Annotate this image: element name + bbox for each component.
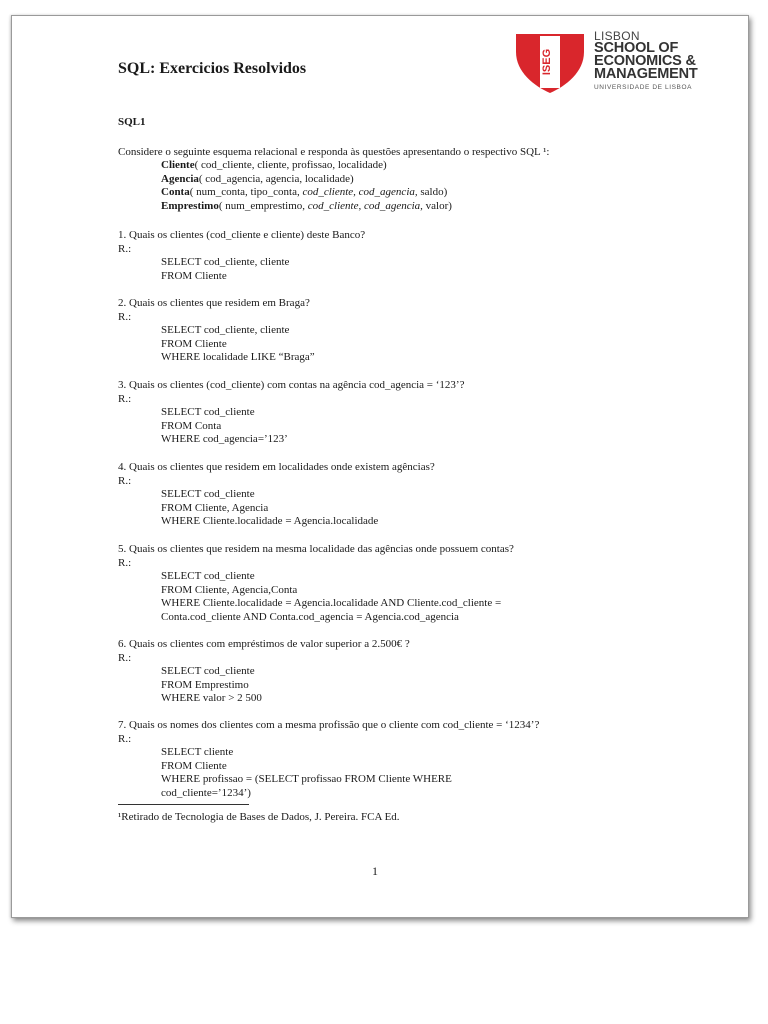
sql-answer-4 [161,488,378,529]
sql-line: FROM Emprestimo [161,678,249,691]
logo-line-economics: ECONOMICS & [594,53,696,69]
sql-line: SELECT cod_cliente, cliente [161,256,290,268]
sql-line: SELECT cod_cliente [161,488,255,500]
sql-line: SELECT cliente [161,746,234,758]
page-number: 1 [372,864,378,878]
logo-line-lisbon: LISBON [594,29,640,43]
schema-emprestimo: Emprestimo( num_emprestimo, cod_cliente, cod_agencia, valor) [161,199,452,212]
page-title: SQL: Exercicios Resolvidos [118,60,307,77]
shield-text: ISEG [541,48,553,76]
iseg-logo [514,30,729,100]
question-text: 4. Quais os clientes que residem em localidades onde existem agências? [118,461,435,473]
sql-answer-1 [161,256,289,283]
question-text: 2. Quais os clientes que residem em Braga? [118,297,310,309]
sql-line: FROM Cliente [161,269,227,282]
answer-label: R.: [118,242,132,255]
schema-block [161,159,452,213]
logo-line-university: UNIVERSIDADE DE LISBOA [594,84,693,91]
footnote-separator [118,804,249,805]
sql-line: WHERE valor > 2 500 [161,692,262,705]
sql-line: WHERE Cliente.localidade = Agencia.localidade AND Cliente.cod_cliente = [161,597,502,610]
sql-line: Conta.cod_cliente AND Conta.cod_agencia = Agencia.cod_agencia [161,610,459,623]
sql-line: WHERE Cliente.localidade = Agencia.localidade [161,515,379,528]
sql-line: FROM Cliente [161,337,227,350]
schema-conta: Conta( num_conta, tipo_conta, cod_cliente, cod_agencia, saldo) [161,186,448,199]
answer-label: R.: [118,392,132,405]
question-6 [118,638,410,665]
sql-answer-6 [161,665,262,706]
question-text: 5. Quais os clientes que residem na mesma localidade das agências onde possuem contas? [118,543,514,555]
sql-line: WHERE localidade LIKE “Braga” [161,351,315,364]
question-text: 3. Quais os clientes (cod_cliente) com contas na agência cod_agencia = ‘123’? [118,379,465,391]
logo-wordmark [594,30,698,91]
document-page [11,15,749,918]
intro-text: Considere o seguinte esquema relacional e responda às questões apresentando o respectivo SQL ¹: [118,146,550,158]
sql-answer-5 [161,570,501,624]
answer-label: R.: [118,310,132,323]
sql-answer-3 [161,406,288,447]
sql-line: FROM Conta [161,419,222,432]
footnote: ¹Retirado de Tecnologia de Bases de Dados, J. Pereira. FCA Ed. [118,811,400,823]
logo-line-school: SCHOOL OF [594,40,679,56]
sql-line: SELECT cod_cliente [161,406,255,418]
question-text: 6. Quais os clientes com empréstimos de valor superior a 2.500€ ? [118,638,410,650]
schema-agencia: Agencia( cod_agencia, agencia, localidade) [161,172,354,185]
question-3 [118,379,464,406]
sql-line: FROM Cliente, Agencia,Conta [161,583,298,596]
answer-label: R.: [118,474,132,487]
answer-label: R.: [118,556,132,569]
sql-line: SELECT cod_cliente [161,665,255,677]
answer-label: R.: [118,651,132,664]
question-text: 7. Quais os nomes dos clientes com a mesma profissão que o cliente com cod_cliente = ‘1234’? [118,719,540,731]
question-4 [118,461,435,488]
sql-answer-2 [161,324,315,365]
sql-line: SELECT cod_cliente, cliente [161,324,290,336]
sql-line: SELECT cod_cliente [161,570,255,582]
question-5 [118,543,514,570]
sql-line: WHERE profissao = (SELECT profissao FROM Cliente WHERE [161,773,452,786]
question-text: 1. Quais os clientes (cod_cliente e cliente) deste Banco? [118,229,366,241]
question-2 [118,297,310,324]
sql-line: cod_cliente=’1234’) [161,786,251,799]
question-7 [118,719,539,746]
question-1 [118,229,365,256]
iseg-shield-icon [514,32,586,94]
sql-line: WHERE cod_agencia=’123’ [161,433,288,446]
sql-answer-7 [161,746,452,800]
logo-line-management: MANAGEMENT [594,66,698,82]
schema-cliente: Cliente( cod_cliente, cliente, profissao, localidade) [161,159,387,171]
sql-line: FROM Cliente, Agencia [161,501,269,514]
sql-line: FROM Cliente [161,759,227,772]
section-heading: SQL1 [118,116,146,128]
answer-label: R.: [118,732,132,745]
